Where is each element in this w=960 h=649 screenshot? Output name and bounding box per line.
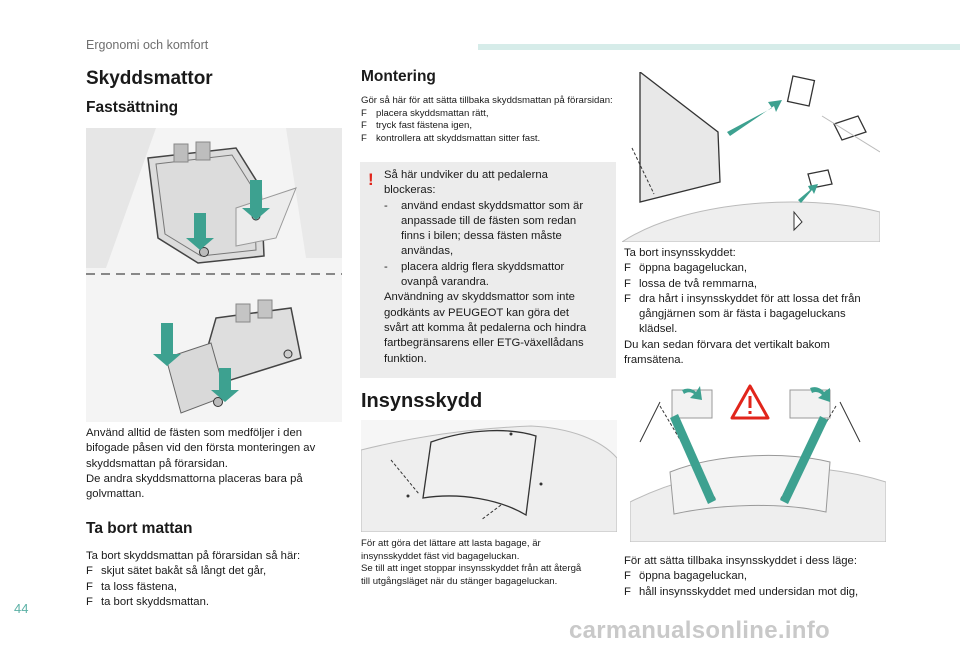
warning-outro-line: funktion. [384,352,427,365]
shelf-refit-step: F öppna bagageluckan, [624,569,924,584]
header-accent-bar [478,44,960,50]
parcel-shelf-text-line: till utgångsläget när du stänger bagageluckan. [361,575,558,587]
warning-exclamation-icon: ! [368,170,374,189]
warning-intro-line: blockeras: [384,184,436,197]
warning-outro-line: svårt att komma åt pedalerna och hindra [384,321,587,334]
shelf-remove-step: F lossa de två remmarna, [624,277,924,292]
warning-dash: - [384,199,388,212]
floor-mat-illustration [86,128,342,422]
section-title-parcel-shelf: Insynsskydd [361,390,483,412]
parcel-shelf-text-line: För att göra det lättare att lasta bagage, är [361,538,541,549]
warning-outro-line: godkänts av PEUGEOT kan göra det [384,306,570,319]
remove-mat-step: F ta loss fästena, [86,580,346,595]
shelf-refit-illustration [630,382,886,542]
warning-outro-line: fartbegränsarens eller ETG-växellådans [384,337,584,350]
shelf-remove-intro: Ta bort insynsskyddet: [624,247,736,259]
warning-item-line: användas, [401,245,454,258]
warning-item [384,260,612,291]
shelf-store-text: Du kan sedan förvara det vertikalt bakom [624,338,830,351]
section-title-remove-mat: Ta bort mattan [86,520,193,537]
shelf-remove-step: F öppna bagageluckan, [624,261,924,276]
warning-intro-line: Så här undviker du att pedalerna [384,169,548,181]
shelf-remove-step-cont: gångjärnen som är fästa i bagageluckans [639,308,846,321]
shelf-refit-step: F håll insynsskyddet med undersidan mot dig, [624,585,924,600]
warning-item-line: finns i bilen; dessa fästen måste [401,230,562,243]
shelf-store-text: framsätena. [624,354,684,367]
fitting-step: F kontrollera att skyddsmattan sitter fast. [361,133,623,146]
fitting-step: F placera skyddsmattan rätt, [361,108,623,121]
shelf-removal-illustration [622,72,880,242]
fitting-step: F tryck fast fästena igen, [361,120,623,133]
section-title-fastening: Fastsättning [86,99,179,116]
warning-item-line: anpassade till de fästen som redan [401,214,577,227]
page-number: 44 [14,601,29,616]
warning-box [360,162,616,378]
warning-outro-line: Användning av skyddsmattor som inte [384,291,575,304]
shelf-remove-step: F dra hårt i insynsskyddet för att lossa det från [624,292,924,307]
warning-item-line: använd endast skyddsmattor som är [401,199,584,212]
parcel-shelf-illustration [361,420,617,532]
fastening-text-line: skyddsmattan på förarsidan. [86,457,228,470]
fastening-text-line: golvmattan. [86,488,145,501]
warning-dash: - [384,260,388,273]
fastening-text-line: bifogade påsen vid den första monteringen av [86,442,316,455]
section-title-fitting: Montering [361,68,436,85]
warning-item-line: placera aldrig flera skyddsmattor [401,260,565,273]
remove-mat-step: F skjut sätet bakåt så långt det går, [86,564,346,579]
fitting-intro: Gör så här för att sätta tillbaka skyddsmattan på förarsidan: [361,95,613,106]
fastening-text-line: De andra skyddsmattorna placeras bara på [86,472,303,485]
shelf-refit-intro: För att sätta tillbaka insynsskyddet i dess läge: [624,555,857,567]
remove-mat-intro: Ta bort skyddsmattan på förarsidan så här: [86,550,301,562]
warning-item [384,199,612,260]
parcel-shelf-text-line: insynsskyddet fäst vid bagageluckan. [361,550,520,562]
section-header: Ergonomi och komfort [86,38,209,52]
page-title: Skyddsmattor [86,68,213,89]
parcel-shelf-text-line: Se till att inget stoppar insynsskyddet från att återgå [361,563,582,575]
remove-mat-step: F ta bort skyddsmattan. [86,595,346,610]
watermark: carmanualsonline.info [569,617,831,644]
shelf-remove-step-cont: klädsel. [639,323,678,336]
warning-item-line: ovanpå varandra. [401,276,489,289]
fastening-text-line: Använd alltid de fästen som medföljer i den [86,427,303,439]
